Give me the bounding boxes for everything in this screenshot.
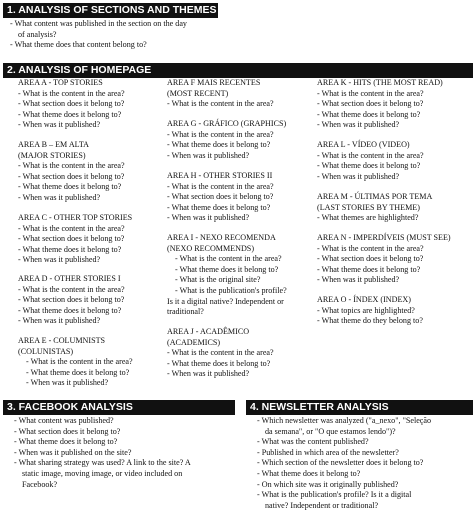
area-title: AREA K - HITS (THE MOST READ) <box>317 78 443 87</box>
question-line: - When was it published? <box>167 150 250 160</box>
question-line: - When was it published? <box>317 171 400 181</box>
question-line: - What theme does it belong to? <box>18 182 122 192</box>
question-line: - What theme does it belong to? <box>175 264 279 274</box>
question-line: - When was it published? <box>167 213 250 223</box>
question-line: - What is the content in the area? <box>167 181 274 191</box>
area-d <box>18 274 125 327</box>
area-title: AREA B – EM ALTA <box>18 140 90 149</box>
question-line: native? Independent or traditional? <box>265 500 379 510</box>
area-title: AREA E - COLUMNISTS <box>18 336 106 345</box>
section-4-content <box>257 416 473 511</box>
area-subtitle: (COLUNISTAS) <box>18 346 74 356</box>
area-g <box>167 119 286 161</box>
question-line: - What theme does it belong to? <box>317 109 421 119</box>
question-line: - What is the content in the area? <box>18 284 125 294</box>
area-title: AREA A - TOP STORIES <box>18 78 103 87</box>
question-line: - What theme does it belong to? <box>317 161 421 171</box>
area-title: AREA I - NEXO RECOMENDA <box>167 233 276 242</box>
question-line: - When was it published on the site? <box>14 447 132 457</box>
area-l <box>317 140 424 182</box>
area-m <box>317 192 432 224</box>
question-line: - When was it published? <box>317 275 400 285</box>
area-subtitle: (LAST STORIES BY THEME) <box>317 202 420 212</box>
question-line: - What theme does it belong to? <box>18 244 122 254</box>
area-f <box>167 78 274 110</box>
question-line: - When was it published? <box>18 120 101 130</box>
question-line: - What theme does it belong to? <box>18 305 122 315</box>
section-2-header: 2. ANALYSIS OF HOMEPAGE <box>3 63 473 78</box>
question-line: - What is the content in the area? <box>167 99 274 109</box>
area-title: AREA J - ACADÊMICO <box>167 327 250 336</box>
question-line: - What is the content in the area? <box>317 88 424 98</box>
question-line: - What sharing strategy was used? A link to the site? A <box>14 458 191 468</box>
question-line: - What is the publication's profile? Is it a digital <box>257 490 412 500</box>
question-line: static image, moving image, or video included on <box>22 468 183 478</box>
section-1-content <box>10 19 250 51</box>
question-line: - When was it published? <box>18 255 101 265</box>
question-line: - What theme does it belong to? <box>257 468 361 478</box>
question-line: - What is the content in the area? <box>18 223 125 233</box>
area-title: AREA C - OTHER TOP STORIES <box>18 213 133 222</box>
area-o <box>317 295 423 327</box>
question-line: - What is the content in the area? <box>26 357 133 367</box>
question-line: - What themes are highlighted? <box>317 213 419 223</box>
question-line: - What is the content in the area? <box>317 243 424 253</box>
question-line: - What theme does it belong to? <box>167 358 271 368</box>
question-line: - On which site was it originally published? <box>257 479 399 489</box>
question-line: - When was it published? <box>18 316 101 326</box>
question-line: - Which section of the newsletter does it belong to? <box>257 458 424 468</box>
area-title: AREA L - VÍDEO (VIDEO) <box>317 140 410 149</box>
question-line: - What theme does it belong to? <box>317 264 421 274</box>
area-title: AREA H - OTHER STORIES II <box>167 171 273 180</box>
question-line: - What was the content published? <box>257 437 369 447</box>
question-line: - What section does it belong to? <box>317 254 424 264</box>
question-line: - Which newsletter was analyzed ("a_nexo", "Seleção <box>257 416 432 425</box>
question-line: Facebook? <box>22 479 58 489</box>
question-line: - What is the original site? <box>175 275 261 285</box>
question-line: - What is the publication's profile? <box>175 285 287 295</box>
area-title: AREA M - ÚLTIMAS POR TEMA <box>317 192 433 201</box>
question-line: - What is the content in the area? <box>18 88 125 98</box>
area-n <box>317 233 451 286</box>
question-line: - What is the content in the area? <box>175 254 282 264</box>
question-line: - Published in which area of the newsletter? <box>257 447 399 457</box>
area-title: AREA F MAIS RECENTES <box>167 78 261 87</box>
section-1-header: 1. ANALYSIS OF SECTIONS AND THEMES <box>3 3 218 18</box>
question-line: - What is the content in the area? <box>167 348 274 358</box>
area-k <box>317 78 443 131</box>
question-line: - What is the content in the area? <box>167 129 274 139</box>
question-line: - What theme does it belong to? <box>26 367 130 377</box>
question-line: - What topics are highlighted? <box>317 305 415 315</box>
area-h <box>167 171 274 224</box>
question-line: - When was it published? <box>26 378 109 388</box>
area-i <box>167 233 307 318</box>
area-subtitle: (MAJOR STORIES) <box>18 150 86 160</box>
question-line: - What theme do they belong to? <box>317 316 423 326</box>
area-b <box>18 140 125 204</box>
area-title: AREA D - OTHER STORIES I <box>18 274 121 283</box>
question-note: Is it a digital native? Independent or traditional? <box>167 296 284 317</box>
question-line: - What is the content in the area? <box>317 150 424 160</box>
area-a <box>18 78 125 131</box>
area-subtitle: (ACADEMICS) <box>167 337 221 347</box>
question-line: - What section does it belong to? <box>14 426 121 436</box>
question-line: - When was it published? <box>317 120 400 130</box>
question-line: - What section does it belong to? <box>18 234 125 244</box>
section-3-content <box>14 416 236 490</box>
question-line: of analysis? <box>18 29 57 39</box>
question-line: - What theme does that content belong to? <box>10 40 147 50</box>
question-line: - When was it published? <box>18 192 101 202</box>
question-line: - What section does it belong to? <box>18 171 125 181</box>
section-3-header: 3. FACEBOOK ANALYSIS <box>3 400 235 415</box>
area-e <box>18 336 133 389</box>
question-line: - What theme does it belong to? <box>14 437 118 447</box>
question-line: - What section does it belong to? <box>18 99 125 109</box>
question-line: - What section does it belong to? <box>167 192 274 202</box>
area-subtitle: (NEXO RECOMMENDS) <box>167 243 255 253</box>
question-line: - What theme does it belong to? <box>18 109 122 119</box>
question-line: - What content was published? <box>14 416 114 425</box>
question-line: - What theme does it belong to? <box>167 202 271 212</box>
area-j <box>167 327 274 380</box>
area-c <box>18 213 132 266</box>
question-line: da semana", or "O que estamos lendo")? <box>265 426 396 436</box>
area-title: AREA N - IMPERDÍVEIS (MUST SEE) <box>317 233 451 242</box>
question-line: - What theme does it belong to? <box>167 140 271 150</box>
area-title: AREA G - GRÁFICO (GRAPHICS) <box>167 119 287 128</box>
area-subtitle: (MOST RECENT) <box>167 88 229 98</box>
area-title: AREA O - ÍNDEX (INDEX) <box>317 295 411 304</box>
question-line: - What is the content in the area? <box>18 161 125 171</box>
section-4-header: 4. NEWSLETTER ANALYSIS <box>246 400 473 415</box>
question-line: - What content was published in the section on the day <box>10 19 187 28</box>
question-line: - What section does it belong to? <box>18 295 125 305</box>
question-line: - When was it published? <box>167 369 250 379</box>
question-line: - What section does it belong to? <box>317 99 424 109</box>
